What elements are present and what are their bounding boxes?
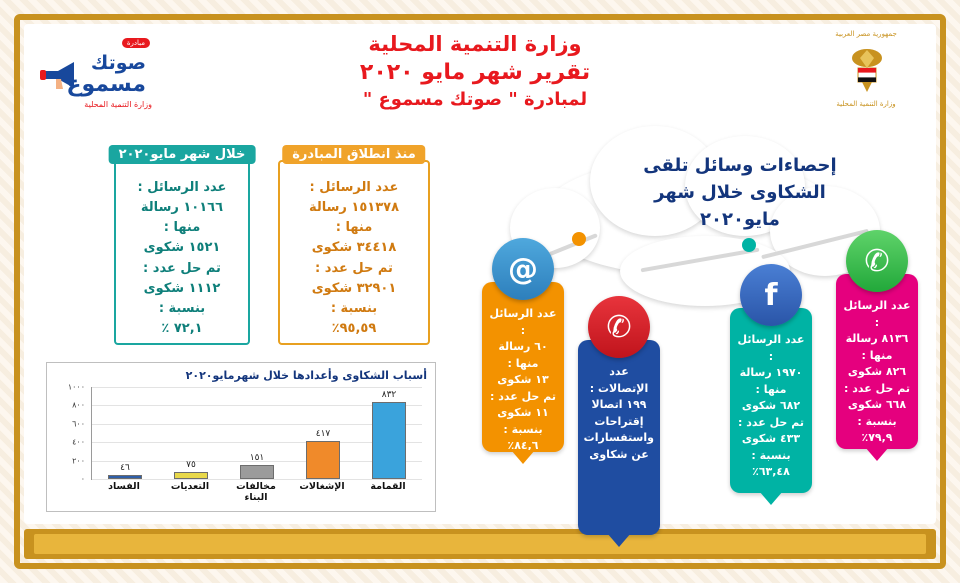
cloud-line-3: مايو٢٠٢٠	[700, 209, 780, 230]
channel-card-email-body	[482, 282, 564, 452]
chart-bar	[174, 472, 208, 479]
connector-dot	[572, 232, 586, 246]
chart-x-label: التعديات	[170, 481, 210, 492]
channel-card-phone-body	[578, 340, 660, 535]
stats-card-since-launch	[278, 147, 430, 345]
channel-card-facebook-body	[730, 308, 812, 493]
stats-card-since-launch-tab: منذ انطلاق المبادرة	[282, 145, 425, 164]
channel-line: منها :	[861, 348, 893, 362]
chart-y-tick: ٨٠٠	[72, 400, 85, 410]
cloud-text	[590, 152, 890, 233]
eagle-emblem-icon	[844, 44, 890, 96]
cloud-line-1: إحصاءات وسائل تلقى	[643, 155, 837, 176]
stat-line: ٣٤٤١٨ شكوى	[311, 240, 397, 256]
whatsapp-icon: ✆	[846, 230, 908, 292]
channel-line: إقتراحات	[594, 414, 644, 428]
stat-line: عدد الرسائل :	[137, 180, 227, 195]
channel-line: تم حل عدد :	[490, 389, 556, 403]
channel-line: منها :	[755, 382, 787, 396]
chart-gridline	[92, 479, 422, 480]
stat-line: ٧٢,١ ٪	[161, 320, 203, 336]
facebook-icon: f	[740, 264, 802, 326]
channel-line: عدد الرسائل :	[737, 333, 805, 363]
chart-x-label: القمامة	[370, 481, 406, 492]
channel-line: ٦٨٢ شكوى	[741, 399, 801, 412]
chart-bar-group	[304, 387, 342, 479]
channel-line: ٨٢٦ شكوى	[847, 365, 907, 378]
pin-stem	[607, 533, 631, 547]
title-line-1: وزارة التنمية المحلية	[368, 32, 582, 56]
connector-dot	[742, 238, 756, 252]
ministry-logo	[806, 28, 926, 124]
chart-bar-value: ٤٦	[120, 462, 130, 473]
channel-line: ٧٩,٩٪	[861, 431, 893, 444]
chart-x-axis-labels	[91, 481, 421, 501]
stat-line: ١٠١٦٦ رسالة	[140, 200, 224, 216]
chart-bar-value: ٧٥	[186, 460, 196, 471]
stat-line: ٣٢٩٠١ شكوى	[311, 280, 397, 296]
chart-title: أسباب الشكاوى وأعدادها خلال شهرمايو٢٠٢٠	[185, 369, 427, 382]
chart-x-label: مخالفات البناء	[236, 481, 276, 503]
chart-bar	[240, 465, 274, 479]
bottom-band-inner	[34, 534, 926, 554]
channel-line: بنسبة :	[503, 422, 543, 436]
chart-bar	[306, 441, 340, 479]
chart-x-label: الفساد	[108, 481, 140, 492]
title-line-2: تقرير شهر مايو ٢٠٢٠	[359, 60, 591, 86]
chart-y-tick: ١٠٠٠	[67, 382, 85, 392]
chart-bars	[92, 387, 422, 479]
channel-line: ٨١٣٦ رسالة	[845, 332, 909, 345]
cloud-line-2: الشكاوى خلال شهر	[654, 182, 826, 203]
chart-plot-area	[91, 387, 422, 480]
stat-line: تم حل عدد :	[143, 260, 221, 276]
chart-bar-group	[238, 387, 276, 479]
channel-line: عن شكاوى	[589, 447, 649, 461]
channel-line: واستفسارات	[583, 431, 654, 444]
chart-bar	[108, 475, 142, 479]
chart-x-label: الإشغالات	[299, 481, 345, 492]
channel-line: عدد الرسائل :	[843, 299, 911, 329]
country-name: جمهورية مصر العربية	[835, 30, 897, 38]
chart-bar-value: ٤١٧	[315, 428, 331, 439]
initiative-word-2: مسموع	[66, 72, 146, 97]
stat-line: بنسبة :	[330, 300, 378, 316]
chart-y-axis	[47, 382, 89, 484]
channel-line: ١١ شكوى	[497, 406, 549, 419]
stat-line: عدد الرسائل :	[309, 180, 399, 195]
channel-line: تم حل عدد :	[738, 415, 804, 429]
title-line-3: لمبادرة " صوتك مسموع "	[362, 89, 588, 111]
stat-line: ١٥٢١ شكوى	[143, 240, 221, 256]
channel-line: ٨٤,٦٪	[507, 439, 539, 452]
channel-line: عدد الإتصالات :	[589, 365, 649, 395]
channel-line: ١٩٩ اتصالا	[591, 398, 647, 411]
chart-y-tick: ٤٠٠	[72, 437, 85, 447]
channel-line: ٦٦٨ شكوى	[847, 398, 907, 411]
chart-bar-value: ٨٣٢	[381, 390, 397, 401]
chart-bar-group	[370, 387, 408, 479]
chart-y-tick: ٠	[80, 474, 85, 484]
channel-line: ٤٣٣ شكوى	[741, 432, 801, 445]
stat-line: منها :	[335, 220, 373, 236]
pin-stem	[865, 447, 889, 461]
initiative-logo	[34, 32, 154, 120]
chart-y-tick: ٦٠٠	[72, 419, 85, 429]
channel-line: تم حل عدد :	[844, 381, 910, 395]
stat-line: منها :	[163, 220, 201, 236]
chart-bar	[372, 402, 406, 479]
chart-bar-group	[106, 387, 144, 479]
stat-line: ١١١٢ شكوى	[143, 280, 221, 296]
channel-line: ١٩٧٠ رسالة	[739, 366, 803, 379]
ministry-subtitle: وزارة التنمية المحلية	[84, 100, 152, 109]
complaints-bar-chart	[46, 362, 436, 512]
channel-line: ٦٣,٤٨٪	[752, 465, 790, 478]
stat-line: بنسبة :	[158, 300, 206, 316]
stat-line: ٩٥,٥٩٪	[331, 320, 377, 336]
chart-bar-value: ١٥١	[249, 453, 265, 464]
channel-line: عدد الرسائل :	[489, 307, 557, 337]
pin-stem	[511, 450, 535, 464]
channel-line: ٦٠ رسالة	[498, 340, 548, 353]
chart-y-tick: ٢٠٠	[72, 456, 85, 466]
stats-card-may-rows	[116, 162, 248, 345]
chart-bar-group	[172, 387, 210, 479]
channel-line: بنسبة :	[751, 448, 791, 462]
initiative-word-1: صوتك	[90, 52, 146, 74]
ministry-name: وزارة التنمية المحلية	[836, 100, 896, 108]
phone-icon: ✆	[588, 296, 650, 358]
page-title	[150, 30, 800, 125]
channel-card-whatsapp-body	[836, 274, 918, 449]
channel-line: منها :	[507, 356, 539, 370]
at-sign-icon: @	[492, 238, 554, 300]
stats-card-may-tab: خلال شهر مايو٢٠٢٠	[109, 145, 256, 164]
stat-line: تم حل عدد :	[315, 260, 393, 276]
initiative-badge: مبادرة	[122, 38, 150, 48]
channel-line: بنسبة :	[857, 414, 897, 428]
pin-stem	[759, 491, 783, 505]
stat-line: ١٥١٣٧٨ رسالة	[308, 200, 400, 216]
channel-line: ١٣ شكوى	[497, 373, 549, 386]
stats-card-may	[114, 147, 250, 345]
stats-card-since-launch-rows	[280, 162, 428, 345]
